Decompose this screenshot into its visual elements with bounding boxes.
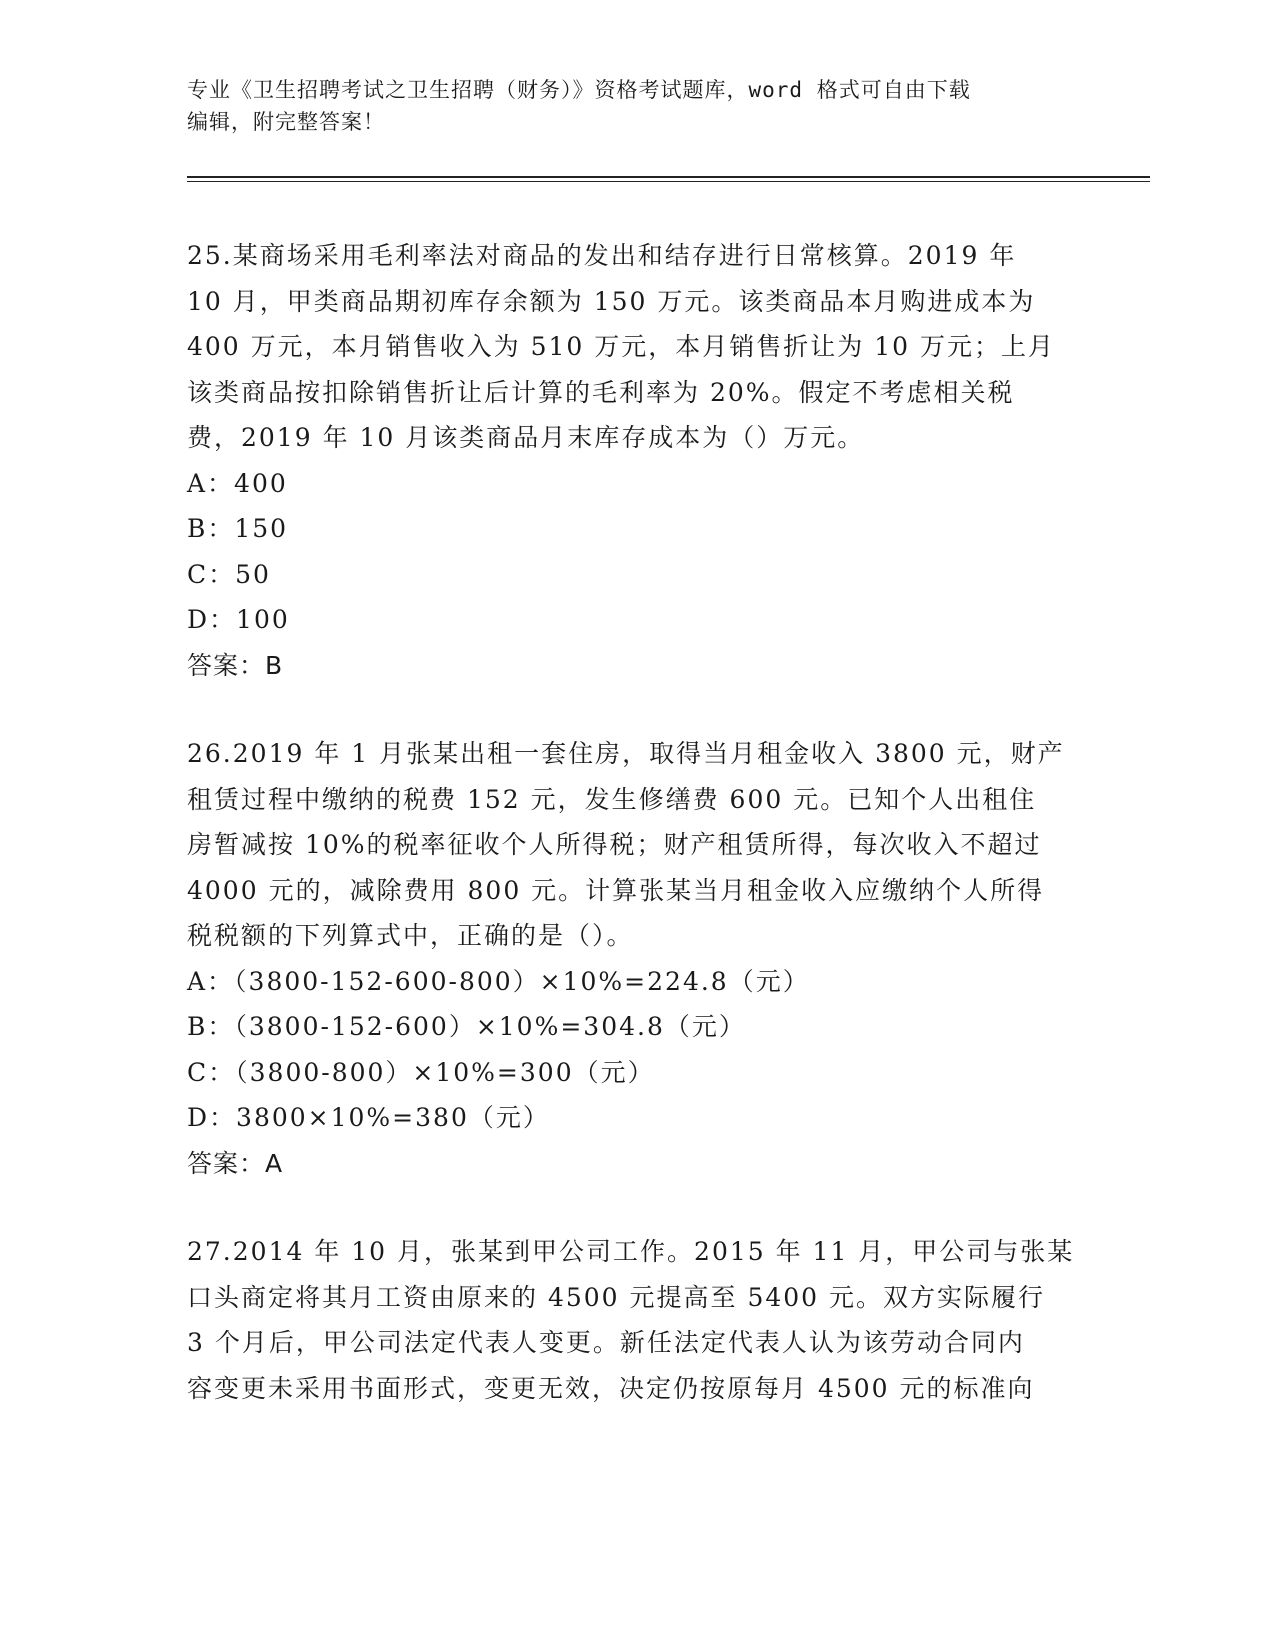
question-26 (187, 731, 1087, 1186)
question-stem-line: 口头商定将其月工资由原来的 4500 元提高至 5400 元。双方实际履行 (187, 1282, 1046, 1312)
option-a: A：400 (187, 468, 288, 498)
question-stem-line: 税税额的下列算式中，正确的是（）。 (187, 921, 634, 950)
question-stem-line: 3 个月后，甲公司法定代表人变更。新任法定代表人认为该劳动合同内 (187, 1328, 1025, 1357)
option-d: D：100 (187, 605, 290, 634)
question-stem-line: 4000 元的，减除费用 800 元。计算张某当月租金收入应缴纳个人所得 (187, 875, 1045, 905)
question-stem-line: 10 月，甲类商品期初库存余额为 150 万元。该类商品本月购进成本为 (187, 286, 1036, 316)
header-line-1: 专业《卫生招聘考试之卫生招聘（财务）》资格考试题库，word 格式可自由下载 (187, 78, 971, 102)
question-27 (187, 1229, 1087, 1411)
question-stem-line: 房暂减按 10%的税率征收个人所得税；财产租赁所得，每次收入不超过 (187, 830, 1042, 859)
option-c: C：50 (187, 559, 271, 589)
question-stem-line: 26.2019 年 1 月张某出租一套住房，取得当月租金收入 3800 元，财产 (187, 739, 1065, 768)
question-stem-line: 400 万元，本月销售收入为 510 万元，本月销售折让为 10 万元；上月 (187, 332, 1055, 361)
question-stem-line: 容变更未采用书面形式，变更无效，决定仍按原每月 4500 元的标准向 (187, 1373, 1035, 1403)
option-c: C：（3800-800）×10%=300（元） (187, 1057, 655, 1087)
question-stem-line: 费，2019 年 10 月该类商品月末库存成本为（）万元。 (187, 423, 865, 452)
question-stem-line: 27.2014 年 10 月，张某到甲公司工作。2015 年 11 月，甲公司与张某 (187, 1237, 1075, 1266)
question-stem-line: 该类商品按扣除销售折让后计算的毛利率为 20%。假定不考虑相关税 (187, 377, 1015, 407)
question-stem-line: 25.某商场采用毛利率法对商品的发出和结存进行日常核算。2019 年 (187, 241, 1017, 270)
option-b: B：150 (187, 514, 289, 543)
option-d: D：3800×10%=380（元） (187, 1103, 550, 1132)
option-a: A：（3800-152-600-800）×10%=224.8（元） (187, 966, 810, 996)
question-stem-line: 租赁过程中缴纳的税费 152 元，发生修缮费 600 元。已知个人出租住 (187, 784, 1037, 814)
answer-label: 答案：B (187, 650, 284, 680)
question-25 (187, 233, 1087, 688)
answer-label: 答案：A (187, 1148, 284, 1178)
option-b: B：（3800-152-600）×10%=304.8（元） (187, 1012, 746, 1041)
document-header (187, 74, 1087, 138)
header-divider-thick (187, 176, 1150, 178)
header-line-2: 编辑，附完整答案！ (187, 110, 385, 134)
header-divider-thin (187, 181, 1150, 182)
